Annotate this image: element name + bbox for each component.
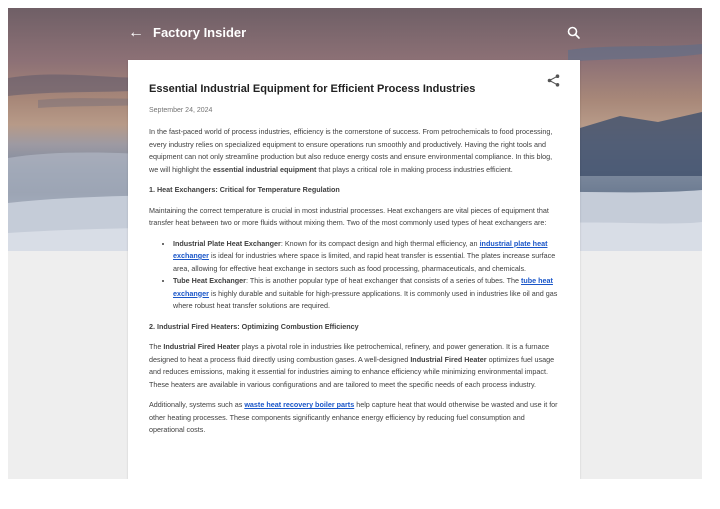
post-date: September 24, 2024 — [149, 107, 213, 114]
para-text: plays a pivotal role in industries like petrochemical, refinery, and power generation. It is a furnace designed to heat a process fluid directly using combustion gases. A well-designed — [149, 342, 550, 364]
share-icon[interactable] — [547, 74, 560, 87]
intro-paragraph — [149, 126, 560, 176]
list-item-text: : Known for its compact design and high thermal efficiency, an — [280, 238, 480, 248]
list-item-plate-heat-exchanger — [173, 238, 560, 276]
intro-text: In the fast-paced world of process industries, efficiency is the cornerstone of success. From petrochemicals to food processing, every industry relies on specialized equipment to ensure operations run smoothly and productively. Having the right tools and equipment can not only streamline production but also reduce energy costs and ensure environmental compliance. In this blog, we will highlight the — [149, 127, 553, 174]
section2-paragraph-1 — [149, 341, 560, 391]
list-item-text-end: is ideal for industries where space is limited, and rapid heat transfer is essential. The plates increase surface area, allowing for effective heat exchange in sectors such as food processing, pharmaceuticals, and chemicals. — [173, 251, 556, 273]
para-text-end: optimizes fuel usage and reduces emissions, making it essential for industries aiming to enhance efficiency while minimizing environmental impact. These heaters are available in various configurations and are tailored to meet the specific needs of each process industry. — [149, 354, 555, 389]
top-bar — [128, 22, 582, 44]
blog-title[interactable]: Factory Insider — [153, 25, 247, 40]
para-bold: Industrial Fired Heater — [410, 354, 487, 364]
section1-paragraph: Maintaining the correct temperature is crucial in most industrial processes. Heat exchangers are vital pieces of equipment that transfer heat between two or more fluids without mixing them. Two of the most commonly used types of heat exchangers are: — [149, 205, 549, 227]
search-icon[interactable] — [566, 25, 582, 41]
intro-bold: essential industrial equipment — [212, 164, 317, 174]
section2-paragraph-2 — [149, 399, 560, 437]
para-text: Additionally, systems such as — [149, 400, 245, 409]
list-item-term: Tube Heat Exchanger — [173, 276, 246, 285]
heat-exchanger-list — [149, 238, 560, 313]
list-item-text: : This is another popular type of heat exchanger that consists of a series of tubes. The — [245, 276, 521, 285]
para-text-end: help capture heat that would otherwise be wasted and use it for other heating processes. These components significantly enhance energy efficiency by reducing fuel consumption and operational costs. — [149, 400, 558, 434]
para-text: The — [149, 342, 164, 351]
section-heading-fired-heaters: 2. Industrial Fired Heaters: Optimizing Combustion Efficiency — [149, 321, 359, 331]
list-item-term: Industrial Plate Heat Exchanger — [173, 238, 281, 248]
post-title: Essential Industrial Equipment for Efficient Process Industries — [149, 83, 476, 95]
para-bold: Industrial Fired Heater — [163, 342, 240, 351]
post-card — [128, 60, 580, 479]
intro-text-end: that plays a critical role in making process industries efficient. — [316, 164, 513, 174]
link-waste-heat-recovery-boiler-parts[interactable]: waste heat recovery boiler parts — [244, 400, 355, 409]
list-item-text-end: is highly durable and suitable for high-pressure applications. It is commonly used in industries like oil and gas where robust heat transfer solutions are required. — [173, 288, 558, 310]
list-item-tube-heat-exchanger — [173, 275, 560, 313]
page-frame — [8, 8, 702, 479]
section-heading-heat-exchangers: 1. Heat Exchangers: Critical for Temperature Regulation — [149, 185, 340, 194]
post-body — [149, 126, 560, 437]
back-arrow-icon[interactable]: ← — [128, 24, 144, 41]
link-industrial-plate-heat-exchanger[interactable]: industrial plate heat exchanger — [173, 238, 548, 260]
link-tube-heat-exchanger[interactable]: tube heat exchanger — [173, 276, 553, 298]
